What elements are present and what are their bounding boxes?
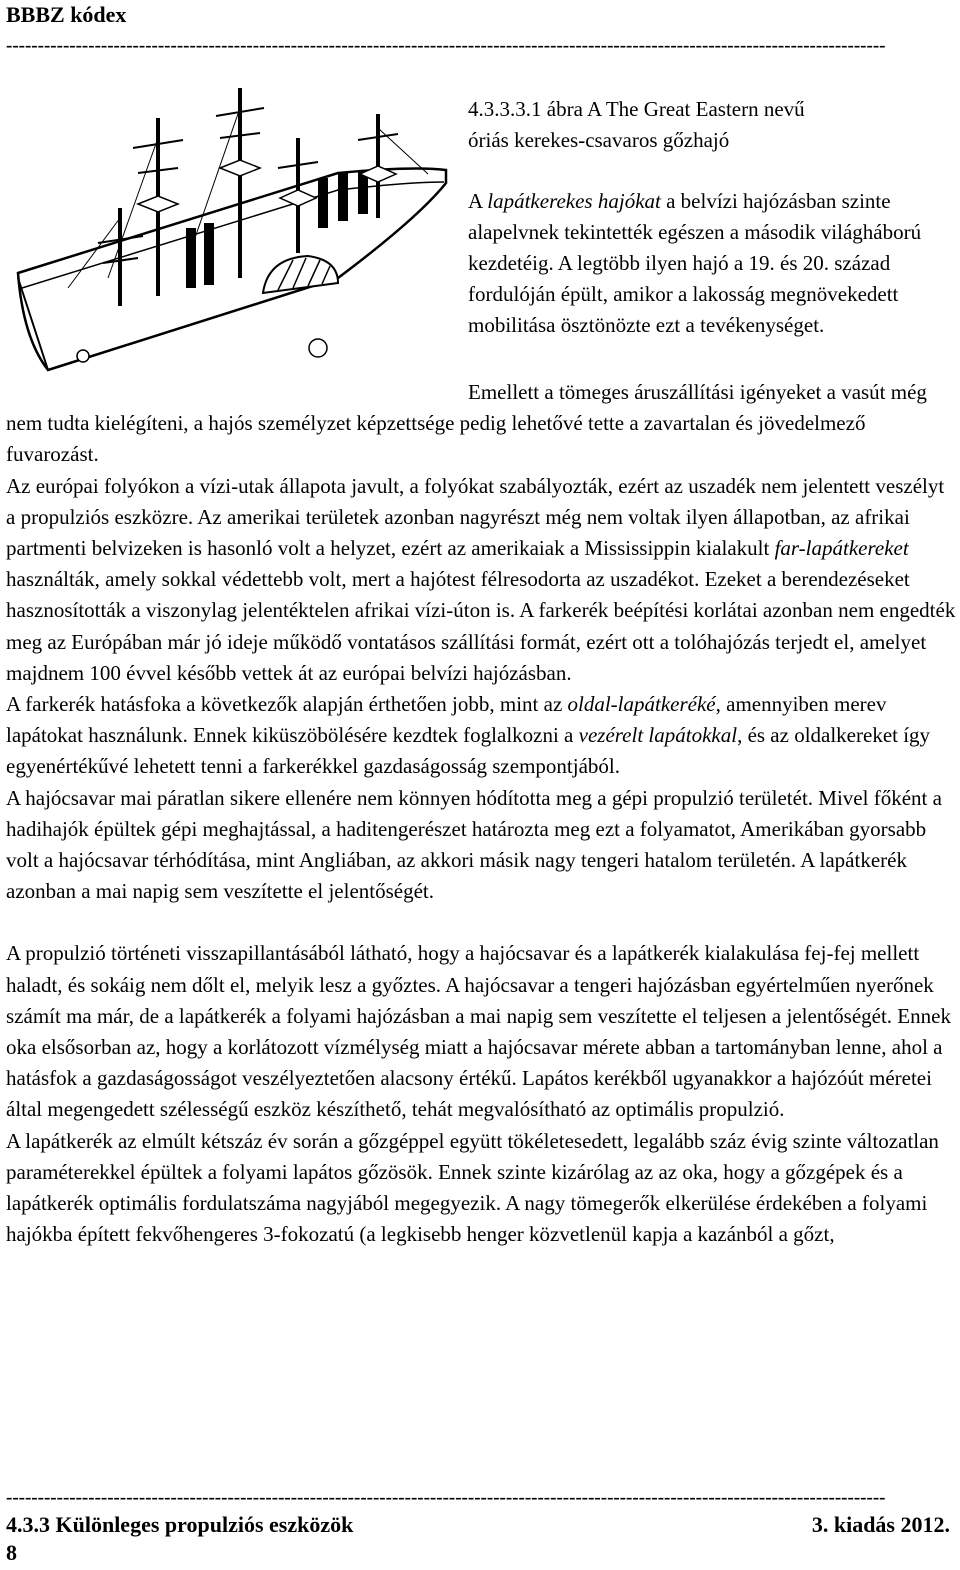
paragraph xyxy=(6,689,956,783)
footer-section-title: 4.3.3 Különleges propulziós eszközök xyxy=(6,1512,354,1537)
header-separator: ------------------------------------------------------------------------------------------------------------------------------------------- xyxy=(6,36,886,56)
paragraph: A propulzió történeti visszapillantásából látható, hogy a hajócsavar és a lapátkerék kialakulása fej-fej mellett haladt, és sokáig nem dőlt el, melyik lesz a győztes. A hajócsavar a tengeri hajózásban egyértelműen nyerőnek számít ma már, de a lapátkerék a folyami hajózásban a mai napig sem veszítette el teljesen a jelentőségét. Ennek oka elsősorban az, hogy a korlátozott vízmélység miatt a hajócsavar mérete abban a tartományban lenne, ahol a hatásfok a gazdaságosságot veszélyeztetően alacsony értékű. Lapátos kerékből ugyanakkor a hajózóút méretei által megengedett szélességű eszköz készíthető, tehát megvalósítható az optimális propulzió. xyxy=(6,941,951,1122)
document-header-title: BBBZ kódex xyxy=(6,2,127,27)
intro-text: A xyxy=(468,189,488,213)
intro-text: a belvízi hajózásban szinte alapelvnek tekintették egészen a második világháború kezdetéig. A legtöbb ilyen hajó a 19. és 20. század fordulóján épült, amikor a lakosság megnövekedett mobilitása ösztönözte ezt a tevékenységet. xyxy=(468,189,922,337)
intro-emphasis: lapátkerekes hajókat xyxy=(487,189,661,213)
body-text xyxy=(6,377,956,1250)
page-number: 8 xyxy=(6,1540,17,1565)
intro-paragraph xyxy=(468,186,956,341)
paragraph-text: Az európai folyókon a vízi-utak állapota javult, a folyókat szabályozták, ezért az uszadék nem jelentett veszélyt a propulziós eszközre. Az amerikai területek azonban nagyrészt még nem voltak ilyen állapotban, az afrikai partmenti belvizeken is hasonló volt a helyzet, ezért az amerikaiak a Mississippin kialakult xyxy=(6,473,945,561)
figure-caption-line: 4.3.3.3.1 ábra A The Great Eastern nevű xyxy=(468,97,805,121)
paragraph-text: , amennyiben merev lapátokat használunk. Ennek kiküszöbölésére kezdtek foglalkozni a xyxy=(6,692,887,748)
paragraph-emphasis: vezérelt lapátokkal xyxy=(578,723,738,748)
paragraph xyxy=(6,471,956,689)
paragraph-text: , és az oldalkereket így egyenértékűvé lehetett tenni a farkerékkel gazdaságosság szempontjából. xyxy=(6,723,931,779)
paragraph: Emellett a tömeges áruszállítási igényeket a vasút még nem tudta kielégíteni, a hajós személyzet képzettsége pedig lehetővé tette a zavartalan és jövedelmező fuvarozást. xyxy=(6,380,927,467)
paragraph-emphasis: far-lapátkereket xyxy=(774,536,909,561)
ship-illustration xyxy=(8,78,448,378)
figure-caption xyxy=(468,94,948,156)
paragraph-emphasis: oldal-lapátkeréké xyxy=(567,692,716,717)
paragraph-text: használták, amely sokkal védettebb volt, mert a hajótest félresodorta az uszadékot. Ezeket a berendezéseket hasznosították a viszonylag jelentéktelen afrikai vízi-úton is. A farkerék beépítési korlátai azonban nem engedték meg az Európában már jó ideje működő vontatásos szállítási formát, ezért ott a tolóhajózás terjedt el, amelyet majdnem 100 évvel később vettek át az európai belvízi hajózásban. xyxy=(6,567,956,685)
paragraph-text: A farkerék hatásfoka a következők alapján érthetően jobb, mint az xyxy=(6,692,568,717)
paragraph: A lapátkerék az elmúlt kétszáz év során a gőzgéppel együtt tökéletesedett, legalább száz évig szinte változatlan paraméterekkel épültek a folyami lapátos gőzösök. Ennek szinte kizárólag az az oka, hogy a gőzgépek és a lapátkerék optimális fordulatszáma nagyjából megegyezik. A nagy tömegerők elkerülése érdekében a folyami hajókba épített fekvőhengeres 3-fokozatú (a legkisebb henger közvetlenül kapja a kazánból a gőzt, xyxy=(6,1128,939,1247)
paragraph: A hajócsavar mai páratlan sikere ellenére nem könnyen hódította meg a gépi propulzió területét. Mivel főként a hadihajók épültek gépi meghajtással, a haditengerészet határozta meg ezt a folyamatot, Amerikában gyorsabb volt a hajócsavar térhódítása, mint Angliában, az akkori másik nagy tengeri hatalom területén. A lapátkerék azonban a mai napig sem veszítette el jelentőségét. xyxy=(6,785,942,904)
footer-separator: ------------------------------------------------------------------------------------------------------------------------------------------- xyxy=(6,1488,886,1508)
figure-caption-line: óriás kerekes-csavaros gőzhajó xyxy=(468,128,730,152)
footer-edition: 3. kiadás 2012. xyxy=(811,1512,950,1537)
